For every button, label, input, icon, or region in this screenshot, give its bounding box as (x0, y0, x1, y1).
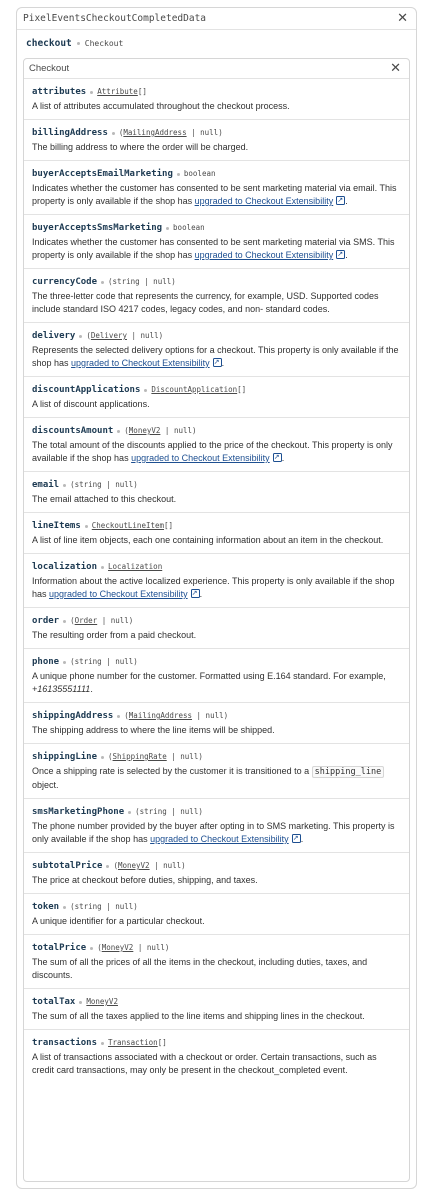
prop-email (24, 472, 409, 513)
separator-dot (101, 756, 104, 759)
prop-description: Information about the active localized experience. This property is only available if the shop has (32, 576, 395, 599)
prop-description: The resulting order from a paid checkout. (32, 630, 197, 640)
separator-dot (117, 715, 120, 718)
prop-type: boolean (173, 223, 205, 232)
type-link[interactable]: Attribute (97, 87, 138, 96)
inline-code: shipping_line (312, 766, 385, 778)
prop-currency-code (24, 269, 409, 323)
prop-name: totalPrice (32, 943, 87, 953)
outer-panel (16, 7, 417, 1189)
type-prefix: ( (97, 943, 102, 952)
prop-name: email (32, 480, 60, 490)
prop-description: The sum of all the taxes applied to the line items and shipping lines in the checkout. (32, 1011, 365, 1021)
inner-title: Checkout (29, 63, 70, 74)
prop-name: shippingAddress (32, 711, 114, 721)
prop-name: currencyCode (32, 277, 98, 287)
prop-discount-applications (24, 377, 409, 418)
type-link[interactable]: Order (74, 616, 98, 625)
type-suffix: [] (164, 521, 174, 530)
separator-dot (106, 865, 109, 868)
separator-dot (63, 484, 66, 487)
prop-description: The shipping address to where the line items will be shipped. (32, 725, 275, 735)
external-link-icon (336, 196, 345, 205)
prop-line-items (24, 513, 409, 554)
prop-name: discountApplications (32, 385, 141, 395)
prop-billing-address (24, 120, 409, 161)
type-suffix: [] (237, 385, 247, 394)
type-link[interactable]: MailingAddress (128, 711, 193, 720)
prop-description: The email attached to this checkout. (32, 494, 177, 504)
upgrade-link[interactable]: upgraded to Checkout Extensibility (71, 358, 210, 368)
prop-name: subtotalPrice (32, 861, 103, 871)
separator-dot (166, 227, 169, 230)
prop-order (24, 608, 409, 649)
external-link-icon (273, 453, 282, 462)
upgrade-link[interactable]: upgraded to Checkout Extensibility (150, 834, 289, 844)
prop-name: order (32, 616, 60, 626)
prop-description: A list of transactions associated with a checkout or order. Certain transactions, such as credit card transactions, may only be present in the checkout_completed event. (32, 1052, 377, 1075)
separator-dot (63, 906, 66, 909)
prop-token (24, 894, 409, 935)
phone-example: +16135551111 (32, 684, 91, 694)
prop-description-block: Indicates whether the customer has consented to be sent marketing material via email. This property is only available if the shop has upgraded to Checkout Extensibility↗ . (32, 182, 401, 208)
type-suffix: | null) (192, 711, 229, 720)
prop-description: The total amount of the discounts applied to the price of the checkout. This property is only available if the shop has (32, 440, 393, 463)
external-link-icon (292, 834, 301, 843)
type-link[interactable]: DiscountApplication (151, 385, 238, 394)
prop-description: The phone number provided by the buyer after opting in to SMS marketing. This property is only available if the shop has (32, 821, 395, 844)
prop-description: A list of discount applications. (32, 399, 150, 409)
type-prefix: ( (70, 616, 75, 625)
prop-description: The three-letter code that represents the currency, for example, USD. Supported codes include standard ISO 4217 codes, legacy codes, and non- standard codes. (32, 291, 379, 314)
type-link[interactable]: MailingAddress (123, 128, 187, 137)
type-suffix: [] (137, 87, 147, 96)
separator-dot (112, 132, 115, 135)
prop-transactions (24, 1030, 409, 1083)
inner-panel (23, 58, 410, 1182)
prop-shipping-line (24, 744, 409, 799)
separator-dot (85, 525, 88, 528)
type-suffix: | null) (127, 331, 164, 340)
type-link[interactable]: MoneyV2 (86, 997, 118, 1006)
prop-name: token (32, 902, 60, 912)
separator-dot (117, 430, 120, 433)
upgrade-link[interactable]: upgraded to Checkout Extensibility (49, 589, 188, 599)
prop-name: smsMarketingPhone (32, 807, 125, 817)
inner-close-icon[interactable]: ✕ (390, 61, 401, 76)
prop-description: Represents the selected delivery options for a checkout. This property is only available if the shop has (32, 345, 399, 368)
type-prefix: ( (113, 861, 118, 870)
prop-description: A unique identifier for a particular checkout. (32, 916, 205, 926)
prop-total-tax (24, 989, 409, 1030)
type-suffix: | null) (166, 752, 203, 761)
prop-name: discountsAmount (32, 426, 114, 436)
prop-name: delivery (32, 331, 76, 341)
prop-name: localization (32, 562, 98, 572)
prop-type: (string | null) (108, 277, 176, 286)
type-suffix: | null) (149, 861, 186, 870)
type-prefix: ( (86, 331, 91, 340)
prop-type: boolean (183, 169, 216, 178)
prop-delivery (24, 323, 409, 377)
prop-description: A list of attributes accumulated throughout the checkout process. (32, 101, 290, 111)
prop-description-block (32, 765, 401, 792)
prop-description: Indicates whether the customer has consented to be sent marketing material via email. This property is only available if the shop has (32, 183, 397, 206)
type-suffix: | null) (97, 616, 134, 625)
prop-description: A unique phone number for the customer. Formatted using E.164 standard. For example, (32, 671, 386, 681)
type-link[interactable]: MoneyV2 (101, 943, 134, 952)
upgrade-link[interactable]: upgraded to Checkout Extensibility (194, 196, 334, 206)
prop-description-block: The phone number provided by the buyer after opting in to SMS marketing. This property is only available if the shop has upgraded to Checkout Extensibility↗ . (32, 820, 401, 846)
prop-subtotal-price (24, 853, 409, 894)
prop-name: buyerAcceptsEmailMarketing (32, 169, 173, 179)
prop-name: phone (32, 657, 60, 667)
prop-description-block: A unique phone number for the customer. Formatted using E.164 standard. For example, +16135551111. (32, 671, 386, 694)
external-link-icon (213, 358, 222, 367)
separator-dot (177, 173, 180, 176)
separator-dot (128, 811, 131, 814)
type-suffix: | null) (160, 426, 197, 435)
prop-discounts-amount (24, 418, 409, 472)
prop-name: shippingLine (32, 752, 98, 762)
external-link-icon (191, 589, 200, 598)
prop-attributes (24, 79, 409, 120)
upgrade-link[interactable]: upgraded to Checkout Extensibility (131, 453, 270, 463)
prop-total-price (24, 935, 409, 989)
upgrade-link[interactable]: upgraded to Checkout Extensibility (194, 250, 334, 260)
prop-description: The sum of all the prices of all the items in the checkout, including duties, taxes, and discounts. (32, 957, 368, 980)
type-link[interactable]: MoneyV2 (117, 861, 150, 870)
prop-description-block: Indicates whether the customer has consented to be sent marketing material via SMS. This property is only available if the shop has upgraded to Checkout Extensibility↗ . (32, 236, 401, 262)
separator-dot (101, 566, 104, 569)
inner-header (24, 59, 409, 79)
prop-buyer-accepts-sms-marketing (24, 215, 409, 269)
checkout-field-name: checkout (26, 37, 72, 49)
prop-type: (string | null) (70, 480, 138, 489)
separator-dot (144, 389, 147, 392)
prop-name: transactions (32, 1038, 98, 1048)
outer-close-icon[interactable]: ✕ (397, 11, 408, 26)
outer-title: PixelEventsCheckoutCompletedData (23, 13, 207, 24)
prop-description: A list of line item objects, each one containing information about an item in the checkout. (32, 535, 384, 545)
prop-name: attributes (32, 87, 87, 97)
prop-type: (string | null) (135, 807, 203, 816)
prop-localization (24, 554, 409, 608)
separator-dot (90, 91, 93, 94)
type-prefix: ( (118, 128, 124, 137)
prop-description: Indicates whether the customer has consented to be sent marketing material via SMS. This property is only available if the shop has (32, 237, 395, 260)
type-link[interactable]: Transaction (108, 1038, 158, 1047)
prop-description: The price at checkout before duties, shipping, and taxes. (32, 875, 258, 885)
prop-description-block: Information about the active localized experience. This property is only available if the shop has upgraded to Checkout Extensibility↗ . (32, 575, 401, 601)
type-link[interactable]: Localization (108, 562, 163, 571)
prop-phone (24, 649, 409, 703)
prop-name: totalTax (32, 997, 76, 1007)
separator-dot (79, 1001, 82, 1004)
type-prefix: ( (124, 426, 129, 435)
prop-name: lineItems (32, 521, 81, 531)
external-link-icon (336, 250, 345, 259)
type-suffix: [] (157, 1038, 167, 1047)
prop-description: The billing address to where the order will be charged. (32, 142, 249, 152)
separator-dot (63, 620, 66, 623)
checkout-field (17, 30, 416, 56)
type-suffix: | null) (186, 128, 223, 137)
type-prefix: ( (108, 752, 113, 761)
separator-dot (101, 281, 104, 284)
prop-type: (string | null) (70, 902, 138, 911)
prop-description-after: object. (32, 780, 59, 790)
prop-shipping-address (24, 703, 409, 744)
separator-dot (79, 335, 82, 338)
separator-dot (101, 1042, 104, 1045)
type-link[interactable]: ShippingRate (112, 752, 167, 761)
type-link[interactable]: Delivery (90, 331, 127, 340)
prop-sms-marketing-phone (24, 799, 409, 853)
prop-name: billingAddress (32, 128, 108, 138)
prop-buyer-accepts-email-marketing (24, 161, 409, 215)
separator-dot (77, 42, 80, 45)
prop-type: (string | null) (70, 657, 138, 666)
prop-description: Once a shipping rate is selected by the customer it is transitioned to a (32, 766, 310, 776)
type-link[interactable]: MoneyV2 (128, 426, 161, 435)
type-prefix: ( (124, 711, 129, 720)
outer-header (17, 8, 416, 30)
prop-description-block: The total amount of the discounts applied to the price of the checkout. This property is only available if the shop has upgraded to Checkout Extensibility↗ . (32, 439, 401, 465)
separator-dot (63, 661, 66, 664)
separator-dot (90, 947, 93, 950)
prop-name: buyerAcceptsSmsMarketing (32, 223, 163, 233)
checkout-field-type: Checkout (84, 38, 124, 48)
type-suffix: | null) (133, 943, 170, 952)
type-link[interactable]: CheckoutLineItem (91, 521, 165, 530)
prop-description-block: Represents the selected delivery options for a checkout. This property is only available if the shop has upgraded to Checkout Extensibility↗ . (32, 344, 401, 370)
